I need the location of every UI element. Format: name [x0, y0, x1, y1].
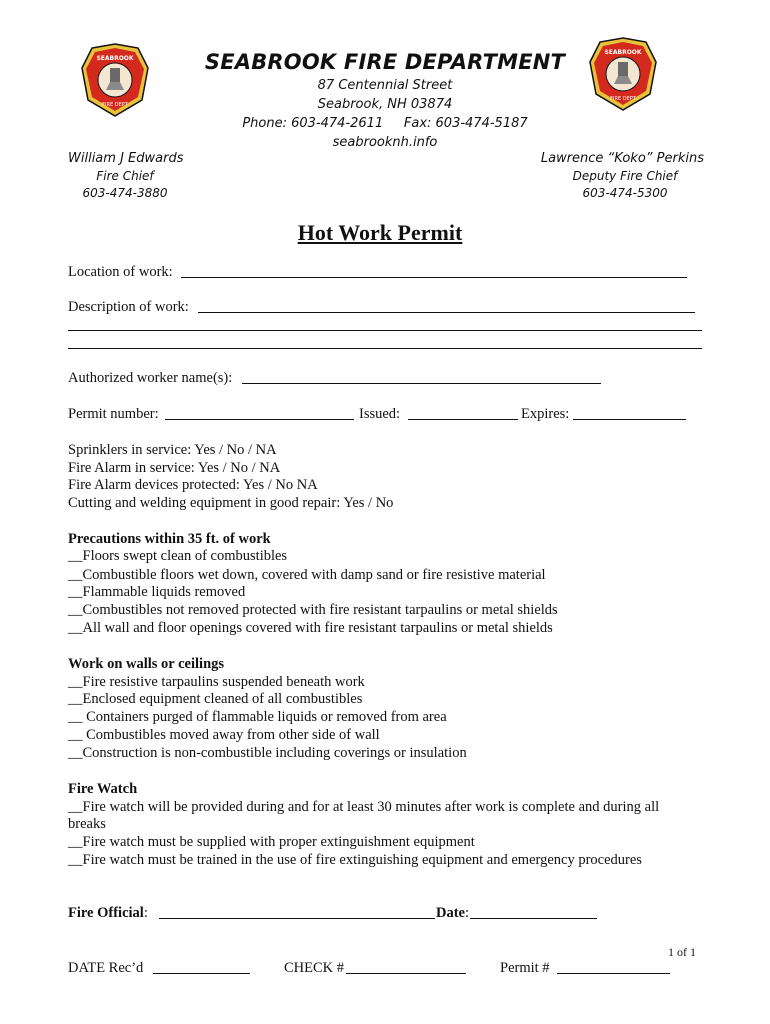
- phone-fax: [0, 116, 770, 131]
- fire-official-row: [68, 905, 148, 922]
- expires-label: Expires:: [521, 406, 570, 422]
- description-field-line-2[interactable]: [68, 330, 702, 331]
- chief-title: Fire Chief: [96, 169, 154, 183]
- location-field[interactable]: [181, 277, 687, 278]
- page-indicator: 1 of 1: [668, 945, 696, 959]
- precaution-item: __All wall and floor openings covered with fire resistant tarpaulins or metal shields: [68, 620, 553, 636]
- deputy-name: Lawrence “Koko” Perkins: [540, 151, 704, 166]
- date-field[interactable]: [470, 918, 597, 919]
- svg-text:FIRE DEPT: FIRE DEPT: [610, 96, 636, 102]
- precaution-item: __Combustible floors wet down, covered with damp sand or fire resistive material: [68, 567, 546, 583]
- walls-item: __ Combustibles moved away from other side of wall: [68, 727, 380, 743]
- phone-number: Phone: 603-474-2611: [242, 116, 384, 131]
- check-fire-alarm: Fire Alarm in service: Yes / No / NA: [68, 460, 281, 476]
- deputy-phone: 603-474-5300: [582, 186, 668, 200]
- fire-official-colon: :: [143, 905, 148, 921]
- date-label: Date: [436, 905, 465, 921]
- precaution-item: __Combustibles not removed protected with fire resistant tarpaulins or metal shields: [68, 602, 558, 618]
- permit-hash-field[interactable]: [557, 973, 670, 974]
- permit-hash-label: Permit #: [500, 960, 550, 976]
- description-field-line-3[interactable]: [68, 348, 702, 349]
- chief-phone: 603-474-3880: [82, 186, 168, 200]
- fire-official-field[interactable]: [159, 918, 435, 919]
- check-welding-equipment: Cutting and welding equipment in good repair: Yes / No: [68, 495, 394, 511]
- issued-label: Issued:: [359, 406, 401, 422]
- issued-field[interactable]: [408, 419, 518, 420]
- workers-label: Authorized worker name(s):: [68, 370, 233, 386]
- city-address: Seabrook, NH 03874: [317, 97, 453, 112]
- check-sprinklers: Sprinklers in service: Yes / No / NA: [68, 442, 277, 458]
- precaution-item: __Flammable liquids removed: [68, 584, 246, 600]
- fax-number: Fax: 603-474-5187: [403, 116, 528, 131]
- svg-text:SEABROOK: SEABROOK: [604, 49, 642, 56]
- check-alarm-devices: Fire Alarm devices protected: Yes / No NA: [68, 477, 318, 493]
- firewatch-item: __Fire watch must be supplied with proper extinguishment equipment: [68, 834, 475, 850]
- walls-item: __Enclosed equipment cleaned of all combustibles: [68, 691, 363, 707]
- walls-item: __Construction is non-combustible including coverings or insulation: [68, 745, 467, 761]
- walls-item: __ Containers purged of flammable liquids or removed from area: [68, 709, 447, 725]
- street-address: 87 Centennial Street: [317, 78, 453, 93]
- firewatch-item-continued: breaks: [68, 816, 106, 832]
- precautions-heading: Precautions within 35 ft. of work: [68, 531, 271, 547]
- deputy-title: Deputy Fire Chief: [572, 169, 678, 183]
- website: seabrooknh.info: [332, 135, 438, 150]
- firewatch-item: __Fire watch must be trained in the use of fire extinguishing equipment and emergency procedures: [68, 852, 642, 868]
- check-number-label: CHECK #: [284, 960, 345, 976]
- firewatch-item: __Fire watch will be provided during and for at least 30 minutes after work is complete and during all: [68, 799, 660, 815]
- workers-field[interactable]: [242, 383, 601, 384]
- location-label: Location of work:: [68, 264, 173, 280]
- date-recd-field[interactable]: [153, 973, 250, 974]
- description-label: Description of work:: [68, 299, 189, 315]
- fire-official-label: Fire Official: [68, 905, 144, 921]
- form-title: Hot Work Permit: [297, 220, 463, 245]
- check-number-field[interactable]: [346, 973, 466, 974]
- expires-field[interactable]: [573, 419, 686, 420]
- permit-number-field[interactable]: [165, 419, 354, 420]
- description-field-line-1[interactable]: [198, 312, 695, 313]
- department-name: SEABROOK FIRE DEPARTMENT: [204, 50, 566, 74]
- chief-name: William J Edwards: [68, 151, 184, 166]
- date-row: [436, 905, 469, 922]
- svg-text:SEABROOK: SEABROOK: [96, 55, 134, 62]
- precaution-item: __Floors swept clean of combustibles: [68, 548, 288, 564]
- walls-item: __Fire resistive tarpaulins suspended beneath work: [68, 674, 365, 690]
- svg-text:FIRE DEPT: FIRE DEPT: [102, 102, 128, 108]
- walls-heading: Work on walls or ceilings: [68, 656, 225, 672]
- date-recd-label: DATE Rec’d: [68, 960, 144, 976]
- date-colon: :: [465, 905, 470, 921]
- permit-number-label: Permit number:: [68, 406, 159, 422]
- firewatch-heading: Fire Watch: [68, 781, 138, 797]
